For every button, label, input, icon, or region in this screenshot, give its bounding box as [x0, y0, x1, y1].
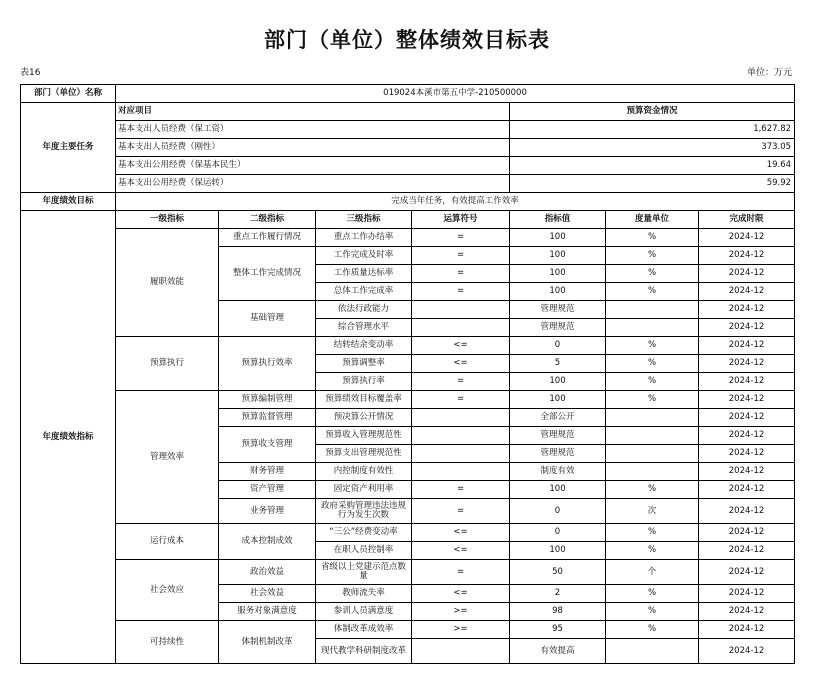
deadline: 2024-12 [699, 499, 795, 524]
indicator-row [21, 229, 795, 247]
l1-indicator: 可持续性 [116, 621, 219, 664]
indicator-value: 5 [510, 355, 606, 373]
deadline: 2024-12 [699, 585, 795, 603]
indicator-value: 100 [510, 283, 606, 301]
operator: <= [412, 542, 510, 560]
task-row [21, 157, 795, 175]
deadline: 2024-12 [699, 319, 795, 337]
measure-unit: % [606, 355, 699, 373]
operator: = [412, 265, 510, 283]
deadline: 2024-12 [699, 621, 795, 639]
deadline: 2024-12 [699, 542, 795, 560]
l3-indicator: 预算绩效目标覆盖率 [316, 391, 412, 409]
header-l1: 一级指标 [116, 211, 219, 229]
measure-unit: % [606, 229, 699, 247]
operator: <= [412, 524, 510, 542]
indicator-value: 管理规范 [510, 301, 606, 319]
operator [412, 427, 510, 445]
indicator-value: 2 [510, 585, 606, 603]
l3-indicator: 预决算公开情况 [316, 409, 412, 427]
l2-indicator: 整体工作完成情况 [219, 247, 316, 301]
deadline: 2024-12 [699, 427, 795, 445]
l3-indicator: 综合管理水平 [316, 319, 412, 337]
header-l2: 二级指标 [219, 211, 316, 229]
task-amount: 373.05 [510, 139, 795, 157]
operator: >= [412, 603, 510, 621]
measure-unit: % [606, 585, 699, 603]
indicator-value: 有效提高 [510, 639, 606, 664]
l3-indicator: 参训人员满意度 [316, 603, 412, 621]
deadline: 2024-12 [699, 391, 795, 409]
operator: = [412, 481, 510, 499]
l3-indicator: 依法行政能力 [316, 301, 412, 319]
deadline: 2024-12 [699, 409, 795, 427]
l3-indicator: 政府采购管理违法违规行为发生次数 [316, 499, 412, 524]
indicator-value: 管理规范 [510, 427, 606, 445]
deadline: 2024-12 [699, 603, 795, 621]
indicator-value: 0 [510, 337, 606, 355]
l3-indicator: 省级以上党建示范点数量 [316, 560, 412, 585]
measure-unit: 个 [606, 560, 699, 585]
l2-indicator: 预算执行效率 [219, 337, 316, 391]
l3-indicator: 总体工作完成率 [316, 283, 412, 301]
deadline: 2024-12 [699, 639, 795, 664]
operator [412, 639, 510, 664]
task-amount: 19.64 [510, 157, 795, 175]
indicator-row [21, 621, 795, 639]
operator [412, 409, 510, 427]
measure-unit [606, 639, 699, 664]
measure-unit: % [606, 603, 699, 621]
operator: = [412, 499, 510, 524]
task-name: 基本支出人员经费（保工资） [116, 121, 510, 139]
measure-unit [606, 445, 699, 463]
operator [412, 319, 510, 337]
l1-indicator: 预算执行 [116, 337, 219, 391]
deadline: 2024-12 [699, 445, 795, 463]
goal-row [21, 193, 795, 211]
deadline: 2024-12 [699, 373, 795, 391]
measure-unit: % [606, 481, 699, 499]
deadline: 2024-12 [699, 229, 795, 247]
goal-value: 完成当年任务，有效提高工作效率 [116, 193, 795, 211]
operator: >= [412, 621, 510, 639]
deadline: 2024-12 [699, 301, 795, 319]
task-header-budget: 预算资金情况 [510, 103, 795, 121]
indicator-value: 100 [510, 391, 606, 409]
l1-indicator: 履职效能 [116, 229, 219, 337]
l1-indicator: 管理效率 [116, 391, 219, 524]
measure-unit: % [606, 373, 699, 391]
task-amount: 1,627.82 [510, 121, 795, 139]
indicator-value: 98 [510, 603, 606, 621]
l3-indicator: 在职人员控制率 [316, 542, 412, 560]
l3-indicator: 固定资产利用率 [316, 481, 412, 499]
l3-indicator: 预算收入管理规范性 [316, 427, 412, 445]
task-header-row [21, 103, 795, 121]
l3-indicator: 结转结余变动率 [316, 337, 412, 355]
indicator-value: 50 [510, 560, 606, 585]
unit-label: 单位：万元 [746, 68, 792, 78]
l3-indicator: 工作完成及时率 [316, 247, 412, 265]
indicator-value: 管理规范 [510, 319, 606, 337]
indicator-label: 年度绩效指标 [21, 211, 116, 664]
task-name: 基本支出公用经费（保基本民生） [116, 157, 510, 175]
indicator-value: 100 [510, 542, 606, 560]
task-row [21, 121, 795, 139]
l3-indicator: 预算调整率 [316, 355, 412, 373]
operator: = [412, 373, 510, 391]
operator: = [412, 391, 510, 409]
task-header-item: 对应项目 [116, 103, 510, 121]
indicator-row [21, 337, 795, 355]
measure-unit: % [606, 542, 699, 560]
deadline: 2024-12 [699, 524, 795, 542]
header-value: 指标值 [510, 211, 606, 229]
indicator-value: 100 [510, 481, 606, 499]
operator: = [412, 229, 510, 247]
operator: = [412, 247, 510, 265]
l1-indicator: 社会效应 [116, 560, 219, 621]
l2-indicator: 重点工作履行情况 [219, 229, 316, 247]
operator: <= [412, 355, 510, 373]
l3-indicator: 体制改革成效率 [316, 621, 412, 639]
indicator-header-row [21, 211, 795, 229]
l2-indicator: 业务管理 [219, 499, 316, 524]
l2-indicator: 资产管理 [219, 481, 316, 499]
indicator-row [21, 391, 795, 409]
l2-indicator: 基础管理 [219, 301, 316, 337]
indicator-value: 100 [510, 373, 606, 391]
measure-unit: 次 [606, 499, 699, 524]
l2-indicator: 体制机制改革 [219, 621, 316, 664]
measure-unit: % [606, 265, 699, 283]
dept-value: 019024本溪市第五中学-210500000 [116, 85, 795, 103]
table-number: 表16 [20, 68, 41, 78]
indicator-value: 0 [510, 524, 606, 542]
indicator-value: 全部公开 [510, 409, 606, 427]
deadline: 2024-12 [699, 463, 795, 481]
task-name: 基本支出公用经费（保运转） [116, 175, 510, 193]
indicator-row [21, 524, 795, 542]
l2-indicator: 预算收支管理 [219, 427, 316, 463]
task-row [21, 139, 795, 157]
l3-indicator: “三公”经费变动率 [316, 524, 412, 542]
goal-label: 年度绩效目标 [21, 193, 116, 211]
measure-unit [606, 319, 699, 337]
dept-row [21, 85, 795, 103]
measure-unit: % [606, 247, 699, 265]
l2-indicator: 财务管理 [219, 463, 316, 481]
deadline: 2024-12 [699, 560, 795, 585]
indicator-value: 0 [510, 499, 606, 524]
deadline: 2024-12 [699, 247, 795, 265]
indicator-row [21, 560, 795, 585]
task-name: 基本支出人员经费（刚性） [116, 139, 510, 157]
l3-indicator: 现代教学科研制度改革 [316, 639, 412, 664]
measure-unit: % [606, 621, 699, 639]
indicator-value: 95 [510, 621, 606, 639]
measure-unit [606, 409, 699, 427]
l3-indicator: 预算支出管理规范性 [316, 445, 412, 463]
header-deadline: 完成时限 [699, 211, 795, 229]
measure-unit [606, 463, 699, 481]
l2-indicator: 成本控制成效 [219, 524, 316, 560]
task-label: 年度主要任务 [21, 103, 116, 193]
operator: <= [412, 585, 510, 603]
operator: = [412, 560, 510, 585]
measure-unit: % [606, 524, 699, 542]
operator [412, 445, 510, 463]
operator [412, 463, 510, 481]
deadline: 2024-12 [699, 355, 795, 373]
deadline: 2024-12 [699, 283, 795, 301]
operator [412, 301, 510, 319]
deadline: 2024-12 [699, 337, 795, 355]
l2-indicator: 政治效益 [219, 560, 316, 585]
l3-indicator: 预算执行率 [316, 373, 412, 391]
l1-indicator: 运行成本 [116, 524, 219, 560]
l2-indicator: 预算编制管理 [219, 391, 316, 409]
l3-indicator: 重点工作办结率 [316, 229, 412, 247]
indicator-value: 制度有效 [510, 463, 606, 481]
measure-unit: % [606, 283, 699, 301]
l3-indicator: 内控制度有效性 [316, 463, 412, 481]
indicator-value: 100 [510, 247, 606, 265]
l2-indicator: 社会效益 [219, 585, 316, 603]
header-l3: 三级指标 [316, 211, 412, 229]
deadline: 2024-12 [699, 481, 795, 499]
deadline: 2024-12 [699, 265, 795, 283]
measure-unit: % [606, 337, 699, 355]
operator: = [412, 283, 510, 301]
dept-label: 部门（单位）名称 [21, 85, 116, 103]
measure-unit: % [606, 391, 699, 409]
l2-indicator: 预算监督管理 [219, 409, 316, 427]
l3-indicator: 工作质量达标率 [316, 265, 412, 283]
l2-indicator: 服务对象满意度 [219, 603, 316, 621]
measure-unit [606, 427, 699, 445]
task-row [21, 175, 795, 193]
indicator-value: 管理规范 [510, 445, 606, 463]
measure-unit [606, 301, 699, 319]
operator: <= [412, 337, 510, 355]
indicator-value: 100 [510, 229, 606, 247]
header-unit: 度量单位 [606, 211, 699, 229]
page-title: 部门（单位）整体绩效目标表 [264, 28, 550, 52]
l3-indicator: 教师流失率 [316, 585, 412, 603]
header-operator: 运算符号 [412, 211, 510, 229]
performance-table [20, 84, 795, 664]
indicator-value: 100 [510, 265, 606, 283]
task-amount: 59.92 [510, 175, 795, 193]
